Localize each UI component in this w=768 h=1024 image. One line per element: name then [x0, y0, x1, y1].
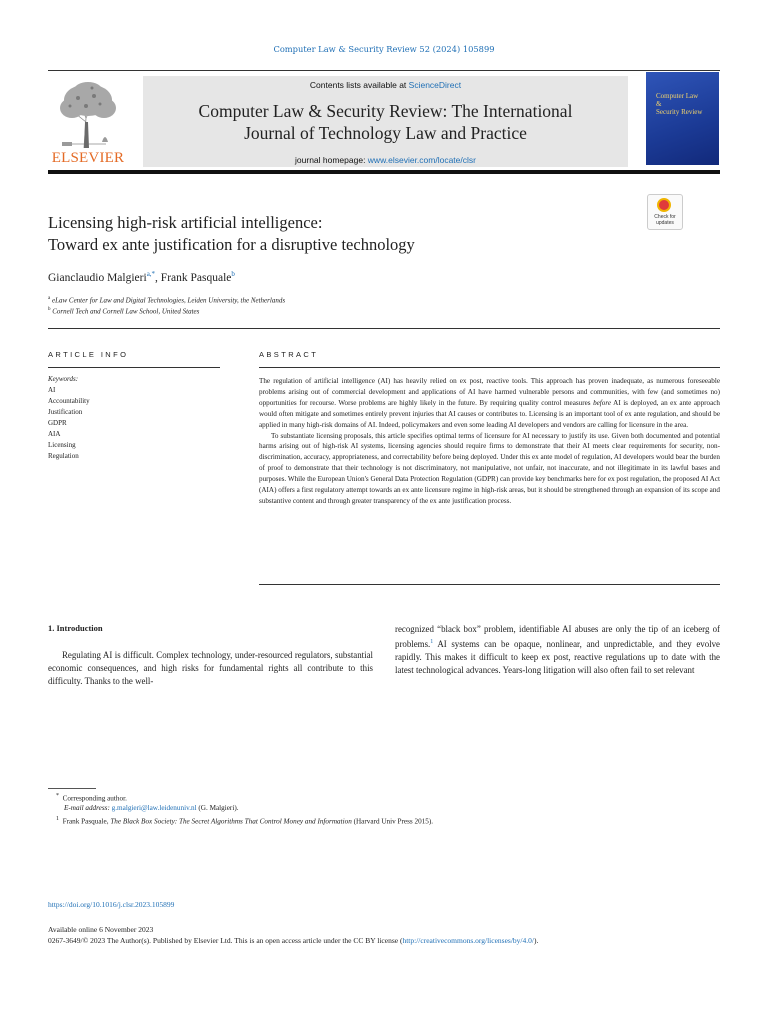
check-updates-icon	[657, 198, 671, 212]
affiliation-a	[48, 296, 285, 304]
footnote-corresponding	[56, 793, 127, 802]
author-separator: ,	[155, 271, 161, 284]
author-pasquale-affil-link[interactable]: b	[231, 270, 235, 278]
header-rule-top	[48, 70, 720, 71]
introduction-heading: 1. Introduction	[48, 623, 103, 633]
paper-title-line2: Toward ex ante justification for a disruptive technology	[48, 235, 415, 254]
keyword: Justification	[48, 408, 83, 416]
author-malgieri: Gianclaudio Malgieri	[48, 271, 147, 284]
keyword: AI	[48, 386, 56, 394]
affiliation-a-mark: a	[48, 296, 51, 301]
affiliation-b-text: Cornell Tech and Cornell Law School, United States	[52, 307, 200, 316]
article-info-rule	[48, 367, 220, 368]
journal-cover-title	[656, 92, 716, 116]
abstract-body	[259, 376, 720, 507]
footnote-1-mark: 1	[56, 816, 59, 822]
keyword: GDPR	[48, 419, 67, 427]
email-label: E-mail address:	[64, 804, 110, 812]
author-pasquale: Frank Pasquale	[160, 271, 232, 284]
check-updates-line1: Check for	[654, 214, 676, 220]
footnote-1-link[interactable]: 1	[430, 639, 434, 646]
journal-title	[143, 100, 628, 144]
sciencedirect-link[interactable]: ScienceDirect	[408, 80, 462, 90]
footnote-email	[64, 804, 239, 812]
introduction-left-column: Regulating AI is difficult. Complex technology, under-resourced regulators, substantial economic consequences, and high risks for fundamental rights all contribute to this difficulty. Thanks to the well-	[48, 650, 373, 687]
doi-link[interactable]: https://doi.org/10.1016/j.clsr.2023.105899	[48, 900, 175, 909]
keyword: AIA	[48, 430, 61, 438]
paper-title	[48, 212, 628, 256]
affiliation-b	[48, 307, 199, 315]
email-suffix: (G. Malgieri).	[196, 804, 239, 812]
corresponding-mark: *	[56, 793, 59, 799]
journal-cover-image[interactable]	[646, 72, 719, 165]
journal-reference-link[interactable]: Computer Law & Security Review 52 (2024) 105899	[273, 44, 495, 54]
check-updates-line2: updates	[656, 220, 674, 226]
header-rule-bottom	[48, 170, 720, 174]
abstract-rule	[259, 367, 720, 368]
contents-prefix: Contents lists available at	[309, 80, 409, 90]
abstract-heading: ABSTRACT	[259, 350, 319, 359]
cc-by-license-link[interactable]: http://creativecommons.org/licenses/by/4.0/	[402, 936, 534, 945]
homepage-prefix: journal homepage:	[295, 155, 368, 165]
cover-title-line3: Security Review	[656, 108, 703, 116]
author-list	[48, 270, 235, 284]
cover-title-line1: Computer Law	[656, 92, 699, 100]
license-statement: 0267-3649/© 2023 The Author(s). Published by Elsevier Ltd. This is an open access article under the CC BY license (http://creativecommons.org/licenses/by/4.0/).	[48, 936, 539, 945]
abstract-bottom-rule	[259, 584, 720, 585]
check-updates-label	[647, 214, 683, 226]
paper-title-line1: Licensing high-risk artificial intelligence:	[48, 213, 323, 232]
abstract-paragraph-1: The regulation of artificial intelligence (AI) has heavily relied on ex post, reactive tools. This approach has proven inadequate, as numerous foreseeable problems arising out of commercial development and applications of AI have harmed vulnerable persons and communities, with few (and sometimes no) opportunities for recourse. Worse problems are highly likely in the future. By requiring quality control measures before AI is deployed, an ex ante approach would often mitigate and sometimes entirely prevent injuries that AI causes or contributes to. Licensing is an important tool of ex ante regulation, and should be applied in many high-risk domains of AI. Indeed, policymakers and even some leading AI developers and vendors are calling for licensure in the area.	[259, 377, 720, 429]
cover-title-line2: &	[656, 100, 662, 108]
elsevier-wordmark: ELSEVIER	[51, 150, 125, 166]
article-info-heading: ARTICLE INFO	[48, 350, 129, 359]
contents-line	[143, 80, 628, 90]
front-matter-rule	[48, 328, 720, 329]
footnote-1: $^1$ Frank Pasquale, The Black Box Society: The Secret Algorithms That Control Money and Information (Harvard Univ Press 2015).	[56, 816, 434, 826]
introduction-right-column: recognized “black box” problem, identifiable AI abuses are only the tip of an iceberg of problems.$^1$ AI systems can be opaque, nonlinear, and unpredictable, and they evolve rapidly. This makes it difficult to keep ex post, reactive regulations up to date with the latest technological advances. Years-long litigation will also often fail to set relevant	[395, 624, 720, 676]
homepage-line	[143, 155, 628, 165]
affiliation-a-text: eLaw Center for Law and Digital Technologies, Leiden University, the Netherlands	[51, 296, 286, 305]
footnote-rule	[48, 788, 96, 789]
keyword: Licensing	[48, 441, 76, 449]
author-malgieri-affil-link[interactable]: a,*	[146, 270, 156, 278]
corresponding-text: Corresponding author.	[62, 794, 127, 803]
abstract-paragraph-2: To substantiate licensing proposals, this article specifies optimal terms of licensure for AI necessary to justify its use. Given both documented and potential harms arising out of high-risk AI systems, licensing agencies should require firms to demonstrate that their AI meets clear requirements for security, non-discrimination, accuracy, appropriateness, and correctability before being deployed. Under this ex ante model of regulation, AI developers would bear the burden of proof to demonstrate that their technology is not discriminatory, not manipulative, not unfair, not inaccurate, and not illegitimate in its lawful bases and purposes. While the European Union's General Data Protection Regulation (GDPR) can provide key benchmarks here for ex post regulation, the proposed AI Act (AIA) offers a first regulatory attempt towards an ex ante licensure regime in high-risk areas, but it should be strengthened through an expansion of its scope and substantive content and through greater transparency of the ex ante justification process.	[259, 431, 720, 505]
keyword: Accountability	[48, 397, 90, 405]
journal-title-line1: Computer Law & Security Review: The International	[198, 101, 573, 121]
keywords-label: Keywords:	[48, 375, 79, 383]
journal-homepage-link[interactable]: www.elsevier.com/locate/clsr	[367, 155, 476, 165]
journal-title-line2: Journal of Technology Law and Practice	[244, 123, 527, 143]
affiliation-b-mark: b	[48, 307, 51, 312]
email-link[interactable]: g.malgieri@law.leidenuniv.nl	[111, 804, 197, 812]
keyword: Regulation	[48, 452, 79, 460]
keywords-list	[48, 385, 90, 462]
available-online-date: Available online 6 November 2023	[48, 925, 154, 934]
footnote-1-book-title: The Black Box Society: The Secret Algorithms That Control Money and Information	[110, 817, 352, 826]
